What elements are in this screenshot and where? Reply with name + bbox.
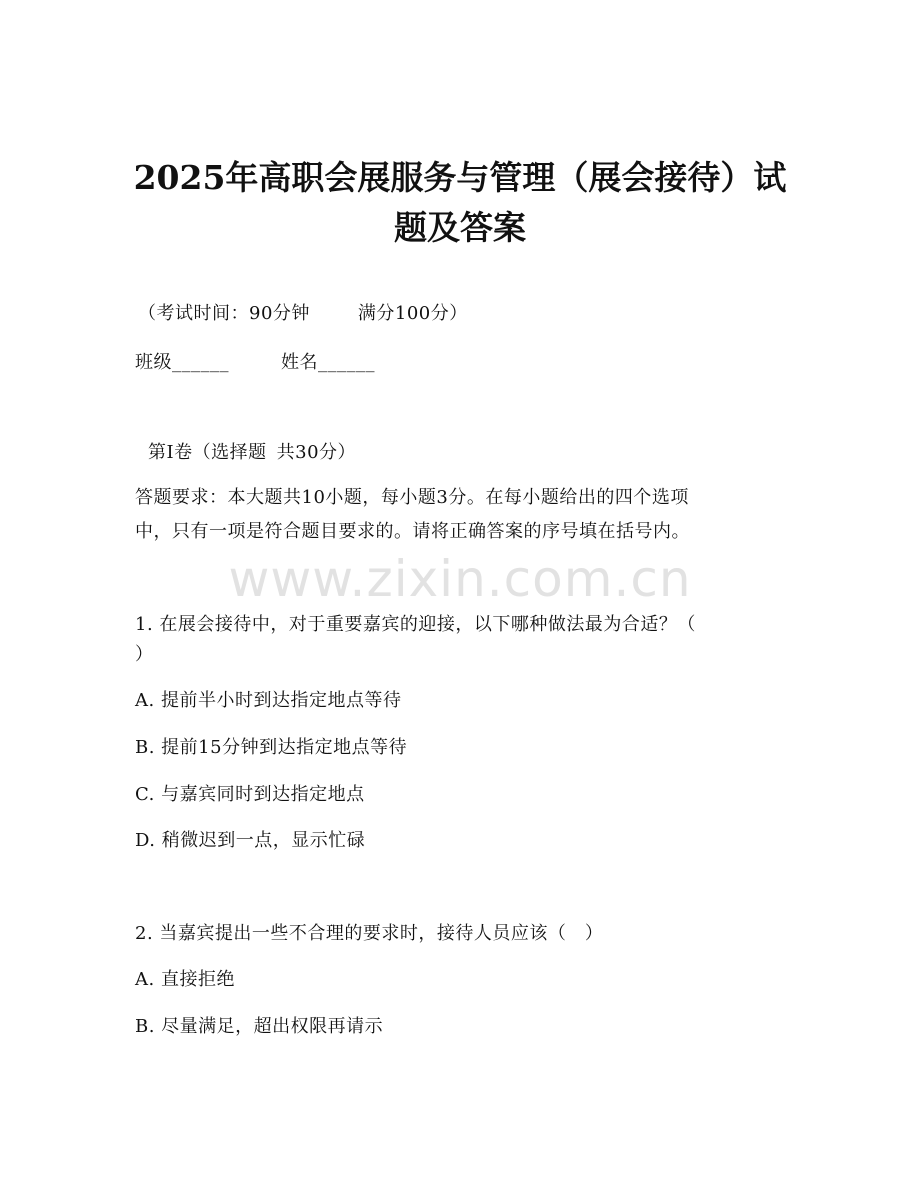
question-1-stem-line-1: 1. 在展会接待中，对于重要嘉宾的迎接，以下哪种做法最为合适？（ — [135, 614, 696, 635]
question-2-option-a: A. 直接拒绝 — [135, 969, 235, 990]
question-1-option-c: C. 与嘉宾同时到达指定地点 — [135, 784, 365, 805]
exam-time: （考试时间：90分钟 — [138, 303, 310, 324]
question-1-stem-line-2: ） — [135, 644, 154, 665]
class-field: 班级______ — [135, 352, 229, 373]
question-1-option-d: D. 稍微迟到一点，显示忙碌 — [135, 830, 366, 851]
document-title-line-1: 2025年高职会展服务与管理（展会接待）试 — [133, 158, 787, 197]
name-field: 姓名______ — [281, 352, 375, 373]
exam-info — [138, 302, 468, 326]
section-heading-part-1: 第Ⅰ卷（选择题 — [148, 442, 267, 463]
question-2-option-b: B. 尽量满足，超出权限再请示 — [135, 1016, 384, 1037]
section-heading-part-2: 共30分） — [276, 442, 357, 463]
document-title-line-2: 题及答案 — [394, 208, 526, 247]
instructions-line-1: 答题要求：本大题共10小题，每小题3分。在每小题给出的四个选项 — [135, 487, 689, 508]
exam-score: 满分100分） — [357, 303, 468, 324]
question-1-option-b: B. 提前15分钟到达指定地点等待 — [135, 737, 408, 758]
question-1-option-a: A. 提前半小时到达指定地点等待 — [135, 690, 402, 711]
student-fields — [135, 351, 375, 375]
question-2-stem-line-1: 2. 当嘉宾提出一些不合理的要求时，接待人员应该（ ） — [135, 923, 604, 944]
instructions-line-2: 中，只有一项是符合题目要求的。请将正确答案的序号填在括号内。 — [135, 521, 690, 542]
watermark: www.zixin.com.cn — [228, 550, 692, 608]
section-heading — [148, 441, 356, 465]
